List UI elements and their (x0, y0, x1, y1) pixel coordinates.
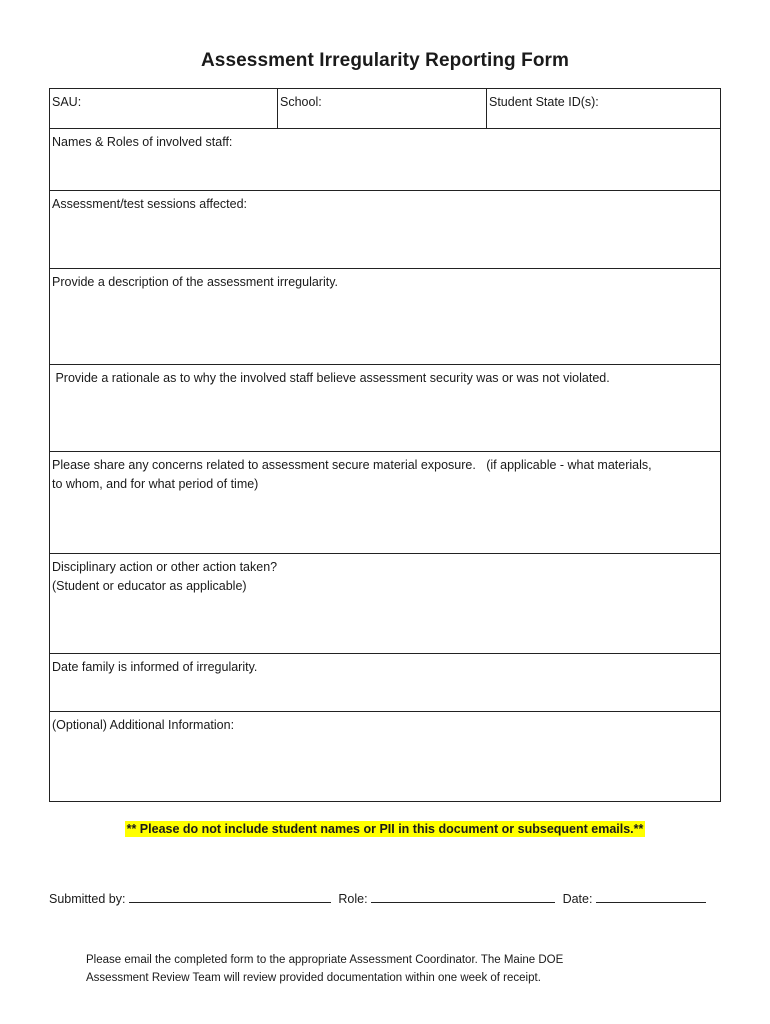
concerns-label-line2: to whom, and for what period of time) (52, 477, 259, 491)
staff-field[interactable] (50, 129, 721, 191)
date-line[interactable] (596, 890, 706, 903)
description-label: Provide a description of the assessment irregularity. (52, 275, 339, 289)
student-id-label: Student State ID(s): (489, 95, 599, 109)
family-informed-label: Date family is informed of irregularity. (52, 660, 258, 674)
date-label: Date: (562, 892, 593, 906)
report-form-table (49, 88, 721, 802)
sau-label: SAU: (52, 95, 82, 109)
school-label: School: (280, 95, 322, 109)
role-line[interactable] (371, 890, 555, 903)
family-informed-field[interactable] (50, 654, 721, 712)
additional-info-field[interactable] (50, 712, 721, 802)
sessions-field[interactable] (50, 191, 721, 269)
form-title: Assessment Irregularity Reporting Form (200, 50, 570, 71)
student-id-field[interactable] (487, 89, 721, 129)
rationale-label: Provide a rationale as to why the involved staff believe assessment security was or was not violated. (52, 371, 610, 385)
disciplinary-label-line2: (Student or educator as applicable) (52, 579, 247, 593)
sau-field[interactable] (50, 89, 278, 129)
concerns-field[interactable] (50, 452, 721, 554)
instructions-line1: Please email the completed form to the appropriate Assessment Coordinator. The Maine DOE (86, 954, 564, 966)
rationale-field[interactable] (50, 365, 721, 452)
submitted-by-line[interactable] (129, 890, 331, 903)
disciplinary-label-line1: Disciplinary action or other action taken? (52, 560, 278, 574)
role-label: Role: (338, 892, 368, 906)
additional-info-label: (Optional) Additional Information: (52, 718, 235, 732)
submitted-by-label: Submitted by: (49, 892, 126, 906)
sessions-label: Assessment/test sessions affected: (52, 197, 248, 211)
signature-row (49, 890, 720, 906)
disciplinary-field[interactable] (50, 554, 721, 654)
staff-label: Names & Roles of involved staff: (52, 135, 233, 149)
instructions-line2: Assessment Review Team will review provided documentation within one week of receipt. (86, 972, 541, 984)
concerns-label-line1: Please share any concerns related to assessment secure material exposure. (if applicable - what materials, (52, 458, 652, 472)
pii-notice-text: ** Please do not include student names or PII in this document or subsequent emails.** (126, 822, 644, 836)
description-field[interactable] (50, 269, 721, 365)
pii-notice (0, 820, 770, 838)
school-field[interactable] (278, 89, 487, 129)
submission-instructions (86, 951, 686, 987)
